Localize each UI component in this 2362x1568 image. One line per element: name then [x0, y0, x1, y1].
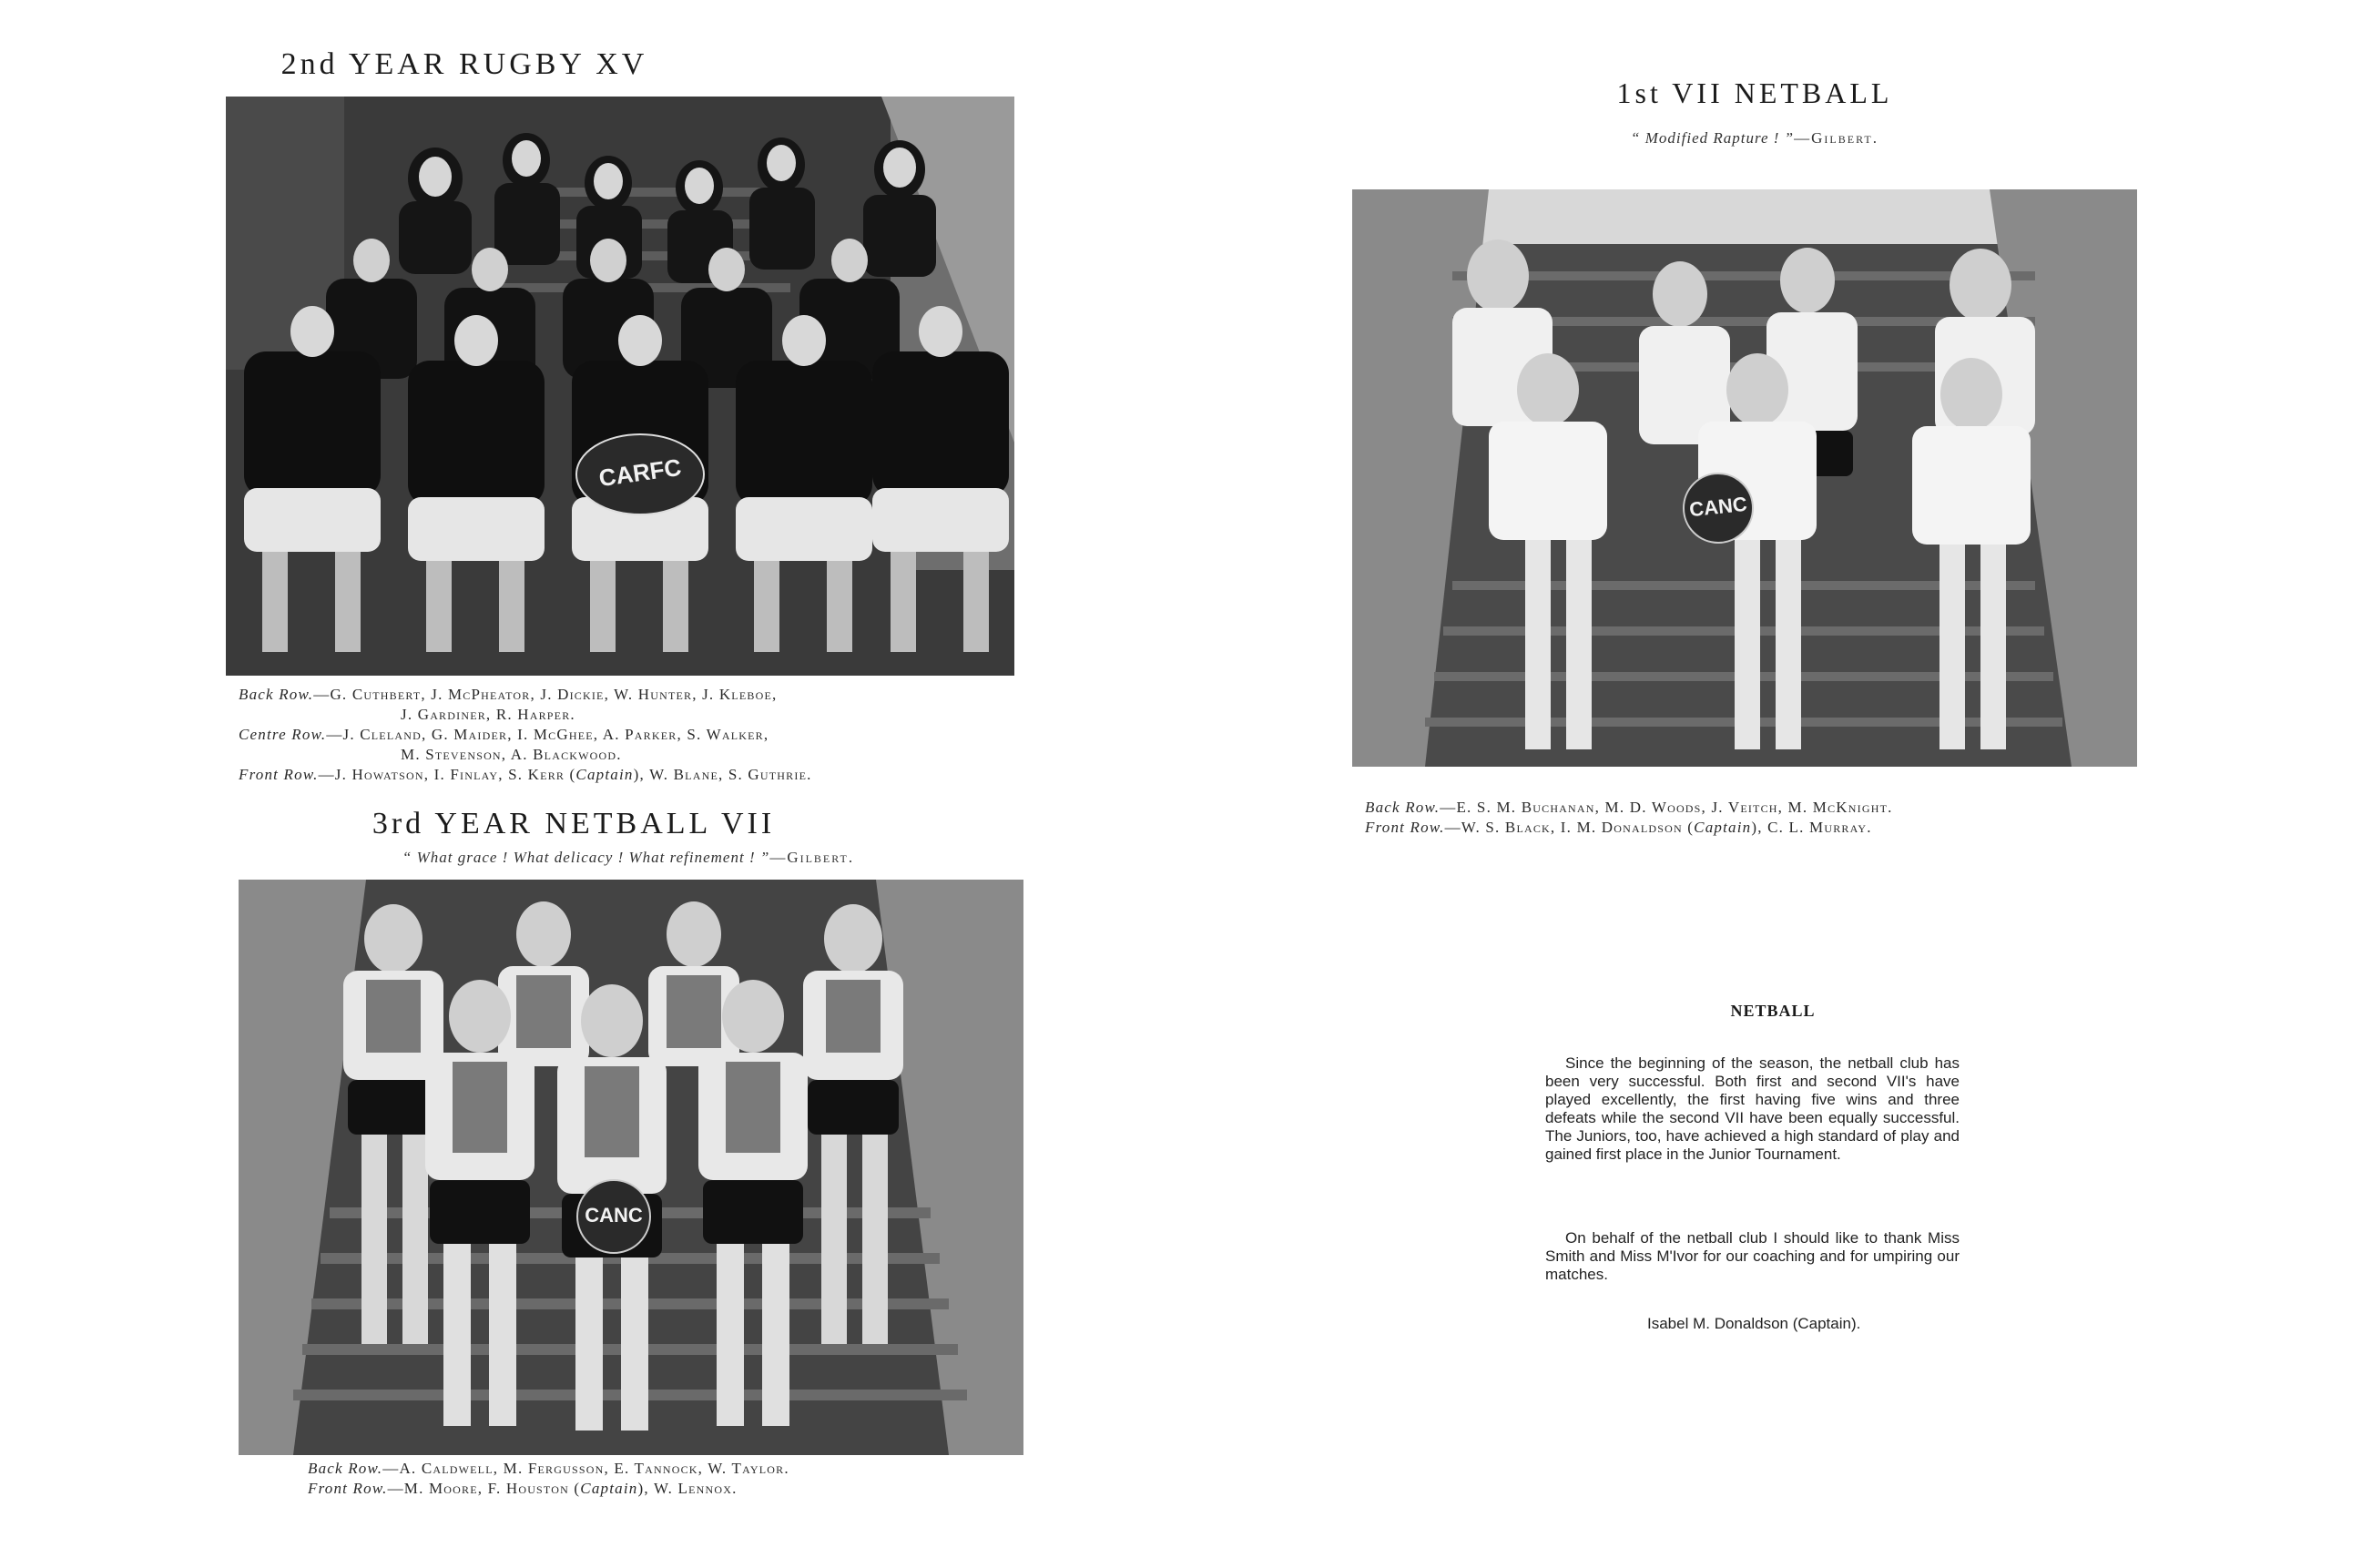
- netball3-front-row: Front Row.—M. Moore, F. Houston (Captain), W. Lennox.: [308, 1480, 738, 1497]
- netball3-back-row: Back Row.—A. Caldwell, M. Fergusson, E. Tannock, W. Taylor.: [308, 1460, 789, 1477]
- netball1-team-photo: [1352, 189, 2137, 767]
- rugby-title: 2nd YEAR RUGBY XV: [280, 47, 648, 81]
- rugby-front-row: Front Row.—J. Howatson, I. Finlay, S. Kerr (Captain), W. Blane, S. Guthrie.: [239, 766, 812, 783]
- right-page: [1181, 0, 2362, 1568]
- netball1-caption: [1365, 798, 2148, 838]
- rugby-centre-row: Centre Row.—J. Cleland, G. Maider, I. McGhee, A. Parker, S. Walker,: [239, 726, 769, 743]
- netball1-ball-text: CANC: [1688, 492, 1748, 522]
- netball3-caption: [308, 1459, 1000, 1499]
- rugby-ball-text: CARFC: [596, 453, 684, 493]
- netball3-ball-text: CANC: [585, 1204, 643, 1227]
- netball1-quote: “ Modified Rapture ! ”—Gilbert.: [1631, 129, 1878, 147]
- rugby-centre-row-cont: M. Stevenson, A. Blackwood.: [401, 746, 622, 763]
- netball1-title: 1st VII NETBALL: [1616, 76, 1893, 109]
- netball3-team-photo: [239, 880, 1023, 1455]
- netball3-title: 3rd YEAR NETBALL VII: [372, 807, 776, 840]
- netball3-quote: “ What grace ! What delicacy ! What refinement ! ”—Gilbert.: [402, 849, 855, 866]
- article-title: NETBALL: [1730, 1002, 1816, 1020]
- article-paragraph-1: Since the beginning of the season, the netball club has been very successful. Both first and second VII's have played excellently, the first having five wins and three defeats while the second VII have been equally successful. The Juniors, too, have achieved a high standard of play and gained first place in the Junior Tournament.: [1545, 1054, 1960, 1163]
- rugby-team-photo: [226, 97, 1014, 676]
- rugby-back-row-cont: J. Gardiner, R. Harper.: [401, 706, 575, 723]
- rugby-back-row: Back Row.—G. Cuthbert, J. McPheator, J. Dickie, W. Hunter, J. Kleboe,: [239, 686, 778, 703]
- article-signature: Isabel M. Donaldson (Captain).: [1647, 1315, 1861, 1332]
- netball1-back-row: Back Row.—E. S. M. Buchanan, M. D. Woods, J. Veitch, M. McKnight.: [1365, 799, 1893, 816]
- article-paragraph-2: On behalf of the netball club I should like to thank Miss Smith and Miss M'Ivor for our coaching and for umpiring our matches.: [1545, 1229, 1960, 1283]
- rugby-caption: [239, 685, 1022, 785]
- netball1-front-row: Front Row.—W. S. Black, I. M. Donaldson (Captain), C. L. Murray.: [1365, 819, 1872, 836]
